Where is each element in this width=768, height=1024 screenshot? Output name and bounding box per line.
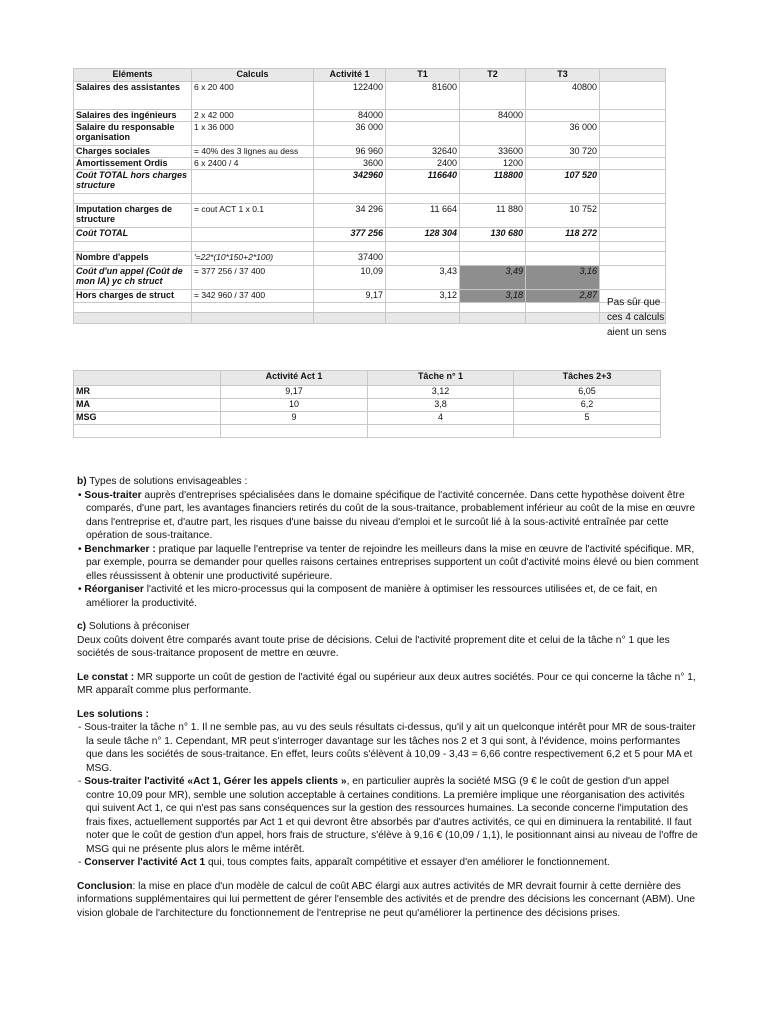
row-label: Charges sociales <box>74 146 192 158</box>
row-label: Salaires des ingénieurs <box>74 110 192 122</box>
row-t3 <box>526 252 600 266</box>
header-activite1: Activité 1 <box>314 69 386 82</box>
row-t3: 3,16 <box>526 266 600 290</box>
side-note: Pas sûr que ces 4 calculs aient un sens <box>607 297 667 338</box>
row-t1 <box>386 122 460 146</box>
row-calc: 2 x 42 000 <box>192 110 314 122</box>
table-row <box>74 158 666 170</box>
section-c-text: Deux coûts doivent être comparés avant toute prise de décisions. Celui de l'activité proprement dite et celui de la tâche n° 1 que les sociétés de sous-traitance proposent de mettre en œuvre. <box>77 634 670 659</box>
table-row <box>74 266 666 290</box>
row-t3: 40800 <box>526 82 600 110</box>
comparison-table-header <box>74 371 661 386</box>
table-row <box>74 110 666 122</box>
row-act1: 10,09 <box>314 266 386 290</box>
row-label: Coût TOTAL hors charges structure <box>74 170 192 194</box>
row-t2: 1200 <box>460 158 526 170</box>
cost-table <box>73 68 666 324</box>
row-value: 3,8 <box>368 399 514 412</box>
header-t3: T3 <box>526 69 600 82</box>
row-t3 <box>526 110 600 122</box>
row-t3: 107 520 <box>526 170 600 194</box>
row-t1: 11 664 <box>386 204 460 228</box>
table-row-empty <box>74 242 666 252</box>
table-row <box>74 122 666 146</box>
row-value: 9 <box>221 412 368 425</box>
row-act1: 9,17 <box>314 290 386 303</box>
row-t1: 3,12 <box>386 290 460 303</box>
table-row <box>74 228 666 242</box>
row-label: Coût TOTAL <box>74 228 192 242</box>
row-calc: '=22*(10*150+2*100) <box>192 252 314 266</box>
row-value: 9,17 <box>221 386 368 399</box>
row-t2: 33600 <box>460 146 526 158</box>
row-act1: 3600 <box>314 158 386 170</box>
row-t2: 11 880 <box>460 204 526 228</box>
header-empty <box>600 69 666 82</box>
row-calc: = 40% des 3 lignes au dess <box>192 146 314 158</box>
header-taches23: Tâches 2+3 <box>514 371 661 386</box>
row-t1: 116640 <box>386 170 460 194</box>
solution-types-list <box>77 489 699 611</box>
solutions-list <box>77 721 699 870</box>
constat-paragraph: Le constat : MR supporte un coût de gestion de l'activité égal ou supérieur aux deux autres sociétés. Pour ce qui concerne la tâche n° 1, MR apparaît comme plus performante. <box>77 671 696 696</box>
table-row <box>74 204 666 228</box>
row-t2: 3,18 <box>460 290 526 303</box>
row-t3: 36 000 <box>526 122 600 146</box>
section-c-title: c) Solutions à préconiser <box>77 621 190 632</box>
row-calc: 1 x 36 000 <box>192 122 314 146</box>
row-t1: 2400 <box>386 158 460 170</box>
row-t1: 32640 <box>386 146 460 158</box>
header-empty <box>74 371 221 386</box>
list-item: - Conserver l'activité Act 1 qui, tous comptes faits, apparaît compétitive et essayer d'en améliorer le fonctionnement. <box>78 857 610 868</box>
document-body <box>77 475 699 920</box>
section-b-title: b) Types de solutions envisageables : <box>77 476 248 487</box>
list-item: • Sous-traiter auprès d'entreprises spécialisées dans le domaine spécifique de l'activité concernée. Dans cette hypothèse doivent être comparés, d'une part, les avantages financiers retirés du coût de la sous-traitance, probablement inférieur au coût de la mise en œuvre dans l'entreprise et, d'autre part, les risques d'une baisse du niveau d'emploi et le surcoût lié à la sous-activité entraînée par cette opération de sous-traitance. <box>78 489 695 541</box>
row-act1: 84000 <box>314 110 386 122</box>
table-row <box>74 399 661 412</box>
header-activite-act1: Activité Act 1 <box>221 371 368 386</box>
row-label: Coût d'un appel (Coût de mon IA) yc ch struct <box>74 266 192 290</box>
row-value: 10 <box>221 399 368 412</box>
row-label: Salaires des assistantes <box>74 82 192 110</box>
row-t1: 3,43 <box>386 266 460 290</box>
row-t3: 30 720 <box>526 146 600 158</box>
table-row-empty <box>74 303 666 313</box>
solutions-title: Les solutions : <box>77 708 149 720</box>
table-row <box>74 170 666 194</box>
row-label: MR <box>74 386 221 399</box>
row-value: 5 <box>514 412 661 425</box>
row-t1: 81600 <box>386 82 460 110</box>
table-row <box>74 386 661 399</box>
row-calc <box>192 170 314 194</box>
row-act1: 377 256 <box>314 228 386 242</box>
row-act1: 36 000 <box>314 122 386 146</box>
row-label: Hors charges de struct <box>74 290 192 303</box>
row-label: Salaire du responsable organisation <box>74 122 192 146</box>
row-label: Imputation charges de structure <box>74 204 192 228</box>
row-t3: 10 752 <box>526 204 600 228</box>
list-item: • Benchmarker : pratique par laquelle l'entreprise va tenter de rejoindre les meilleurs dans la mise en œuvre de l'activité spécifique. MR, par exemple, pourra se demander pour quelles raisons certaines entreprises supportent un coût d'activité moins élevé ou bien comment elles réussissent à obtenir une productivité supérieure. <box>78 543 699 582</box>
row-t1 <box>386 252 460 266</box>
table-row <box>74 146 666 158</box>
row-value: 3,12 <box>368 386 514 399</box>
row-value: 4 <box>368 412 514 425</box>
row-t2 <box>460 252 526 266</box>
row-label: MA <box>74 399 221 412</box>
row-calc: 6 x 20 400 <box>192 82 314 110</box>
row-calc: = 342 960 / 37 400 <box>192 290 314 303</box>
row-t2 <box>460 82 526 110</box>
row-value: 6,05 <box>514 386 661 399</box>
row-label: MSG <box>74 412 221 425</box>
row-value: 6,2 <box>514 399 661 412</box>
row-t2: 84000 <box>460 110 526 122</box>
table-row <box>74 82 666 110</box>
row-calc: = 377 256 / 37 400 <box>192 266 314 290</box>
table-row <box>74 252 666 266</box>
list-item: - Sous-traiter l'activité «Act 1, Gérer les appels clients », en particulier auprès la société MSG (9 € le coût de gestion d'un appel contre 10,09 pour MR), semble une solution acceptable à certaines conditions. La première implique une réorganisation des activités qui suivent Act 1, ce qui n'est pas sans conséquences sur la gestion des ressources humaines. La seconde concerne l'imputation des frais fixes, actuellement supportés par Act 1 et qui devront être absorbés par d'autres activités, ce qui en diminuera la rentabilité. Il faut noter que le coût de gestion d'un appel, hors frais de structure, s'élève à 9,16 € (10,09 / 1,1), le positionnant ainsi au niveau de l'offre de MSG qui ne présente plus alors le même intérêt. <box>78 776 698 855</box>
row-t2: 118800 <box>460 170 526 194</box>
table-row <box>74 412 661 425</box>
table-row <box>74 290 666 303</box>
table-row-empty <box>74 425 661 438</box>
row-label: Amortissement Ordis <box>74 158 192 170</box>
row-t1 <box>386 110 460 122</box>
row-t3: 2,87 <box>526 290 600 303</box>
header-t2: T2 <box>460 69 526 82</box>
row-calc <box>192 228 314 242</box>
cost-table-header <box>74 69 666 82</box>
row-t2 <box>460 122 526 146</box>
row-act1: 122400 <box>314 82 386 110</box>
header-elements: Eléments <box>74 69 192 82</box>
row-act1: 96 960 <box>314 146 386 158</box>
row-t3 <box>526 158 600 170</box>
conclusion-paragraph: Conclusion: la mise en place d'un modèle de calcul de coût ABC élargi aux autres activités de MR devrait fournir à cette dernière des informations supplémentaires qui lui permettent de gérer l'ensemble des activités et de prendre des décisions les concernant (ABM). Une vision globale de l'architecture du fonctionnement de l'entreprise ne peut qu'améliorer la pertinence des décisions prises. <box>77 880 696 919</box>
table-row-empty <box>74 194 666 204</box>
row-act1: 34 296 <box>314 204 386 228</box>
header-calculs: Calculs <box>192 69 314 82</box>
header-t1: T1 <box>386 69 460 82</box>
row-calc: = cout ACT 1 x 0.1 <box>192 204 314 228</box>
row-label: Nombre d'appels <box>74 252 192 266</box>
row-act1: 37400 <box>314 252 386 266</box>
row-calc: 6 x 2400 / 4 <box>192 158 314 170</box>
row-t1: 128 304 <box>386 228 460 242</box>
list-item: • Réorganiser l'activité et les micro-processus qui la composent de manière à optimiser les ressources utilisées et, de ce fait, en améliorer la productivité. <box>78 584 658 609</box>
table-row-empty <box>74 313 666 324</box>
list-item: - Sous-traiter la tâche n° 1. Il ne semble pas, au vu des seuls résultats ci-dessus, qu'il y ait un quelconque intérêt pour MR de sous-traiter la seule tâche n° 1. Cependant, MR peut s'interroger davantage sur les tâches nos 2 et 3 qui sont, à l'évidence, moins performantes que dans les sociétés de sous-traitance. En effet, leurs coûts s'élèvent à 10,09 - 3,43 = 6,66 contre respectivement 6,2 et 5 pour MA et MSG. <box>78 722 696 774</box>
row-t2: 130 680 <box>460 228 526 242</box>
row-act1: 342960 <box>314 170 386 194</box>
header-tache1: Tâche n° 1 <box>368 371 514 386</box>
comparison-table <box>73 370 661 438</box>
row-t2: 3,49 <box>460 266 526 290</box>
row-t3: 118 272 <box>526 228 600 242</box>
